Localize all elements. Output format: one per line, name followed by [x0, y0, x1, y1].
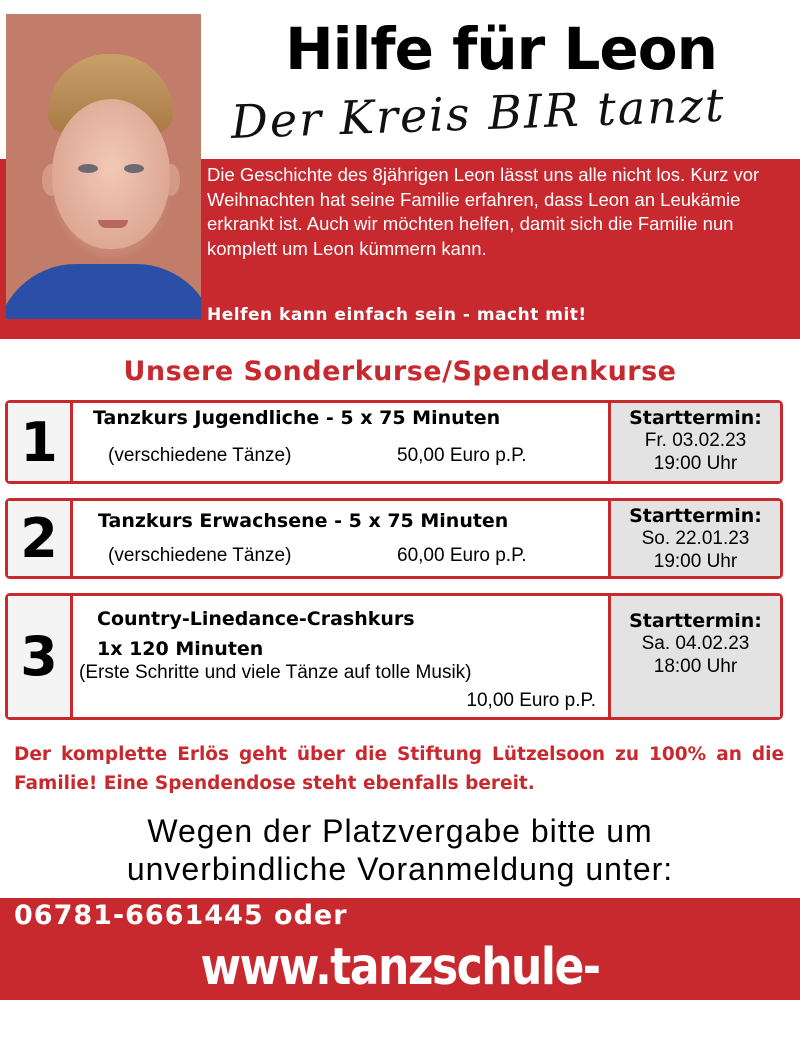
start-label: Starttermin: — [629, 610, 762, 632]
course-details — [73, 403, 608, 481]
page-subtitle: Der Kreis BIR tanzt — [230, 77, 727, 149]
course-details — [73, 596, 608, 717]
course-details — [73, 501, 608, 576]
course-start — [608, 403, 780, 481]
start-date: Sa. 04.02.23 — [641, 633, 750, 654]
page-title: Hilfe für Leon — [285, 15, 717, 83]
start-label: Starttermin: — [629, 505, 762, 527]
course-price: 50,00 Euro p.P. — [397, 445, 527, 466]
photo-mouth — [98, 220, 128, 228]
course-start — [608, 501, 780, 576]
registration-text — [0, 812, 800, 888]
course-card-2 — [5, 498, 783, 579]
registration-line-2: unverbindliche Voranmeldung unter: — [126, 851, 674, 887]
course-number: 2 — [8, 501, 73, 576]
start-label: Starttermin: — [629, 407, 762, 429]
start-time: 19:00 Uhr — [653, 551, 738, 572]
contact-phone: 06781-6661445 oder — [14, 900, 348, 931]
story-text: Die Geschichte des 8jährigen Leon lässt uns alle nicht los. Kurz vor Weihnachten hat seine Familie erfahren, dass Leon an Leukämie erkrankt ist. Auch wir möchten helfen, damit sich die Familie nun komplett um Leon kümmern kann. — [207, 164, 760, 259]
start-time: 19:00 Uhr — [653, 453, 738, 474]
course-description: (Erste Schritte und viele Tänze auf tolle Musik) — [79, 662, 472, 683]
start-date: Fr. 03.02.23 — [644, 430, 747, 451]
leon-photo — [6, 14, 201, 319]
course-description: (verschiedene Tänze) — [108, 445, 292, 466]
donation-note: Der komplette Erlös geht über die Stiftung Lützelsoon zu 100% an die Familie! Eine Spendendose steht ebenfalls bereit. — [14, 744, 784, 794]
start-date: So. 22.01.23 — [641, 528, 750, 549]
story-call-to-action: Helfen kann einfach sein - macht mit! — [207, 305, 587, 325]
course-duration: 1x 120 Minuten — [97, 638, 264, 660]
course-name: Country-Linedance-Crashkurs — [97, 608, 415, 630]
course-name: Tanzkurs Erwachsene - 5 x 75 Minuten — [98, 510, 509, 532]
photo-shirt — [6, 264, 201, 319]
story-band-left — [0, 159, 6, 339]
course-number: 3 — [8, 596, 73, 717]
course-name: Tanzkurs Jugendliche - 5 x 75 Minuten — [93, 407, 501, 429]
start-time: 18:00 Uhr — [653, 656, 738, 677]
course-card-3 — [5, 593, 783, 720]
contact-url: www.tanzschule-musikschule.de/leon — [160, 938, 640, 1055]
section-title: Unsere Sonderkurse/Spendenkurse — [123, 356, 677, 387]
course-price: 60,00 Euro p.P. — [397, 545, 527, 566]
photo-eye-left — [78, 164, 98, 173]
course-description: (verschiedene Tänze) — [108, 545, 292, 566]
course-start — [608, 596, 780, 717]
course-card-1 — [5, 400, 783, 484]
course-number: 1 — [8, 403, 73, 481]
photo-eye-right — [124, 164, 144, 173]
course-price: 10,00 Euro p.P. — [466, 690, 596, 711]
registration-line-1: Wegen der Platzvergabe bitte um — [147, 813, 653, 849]
